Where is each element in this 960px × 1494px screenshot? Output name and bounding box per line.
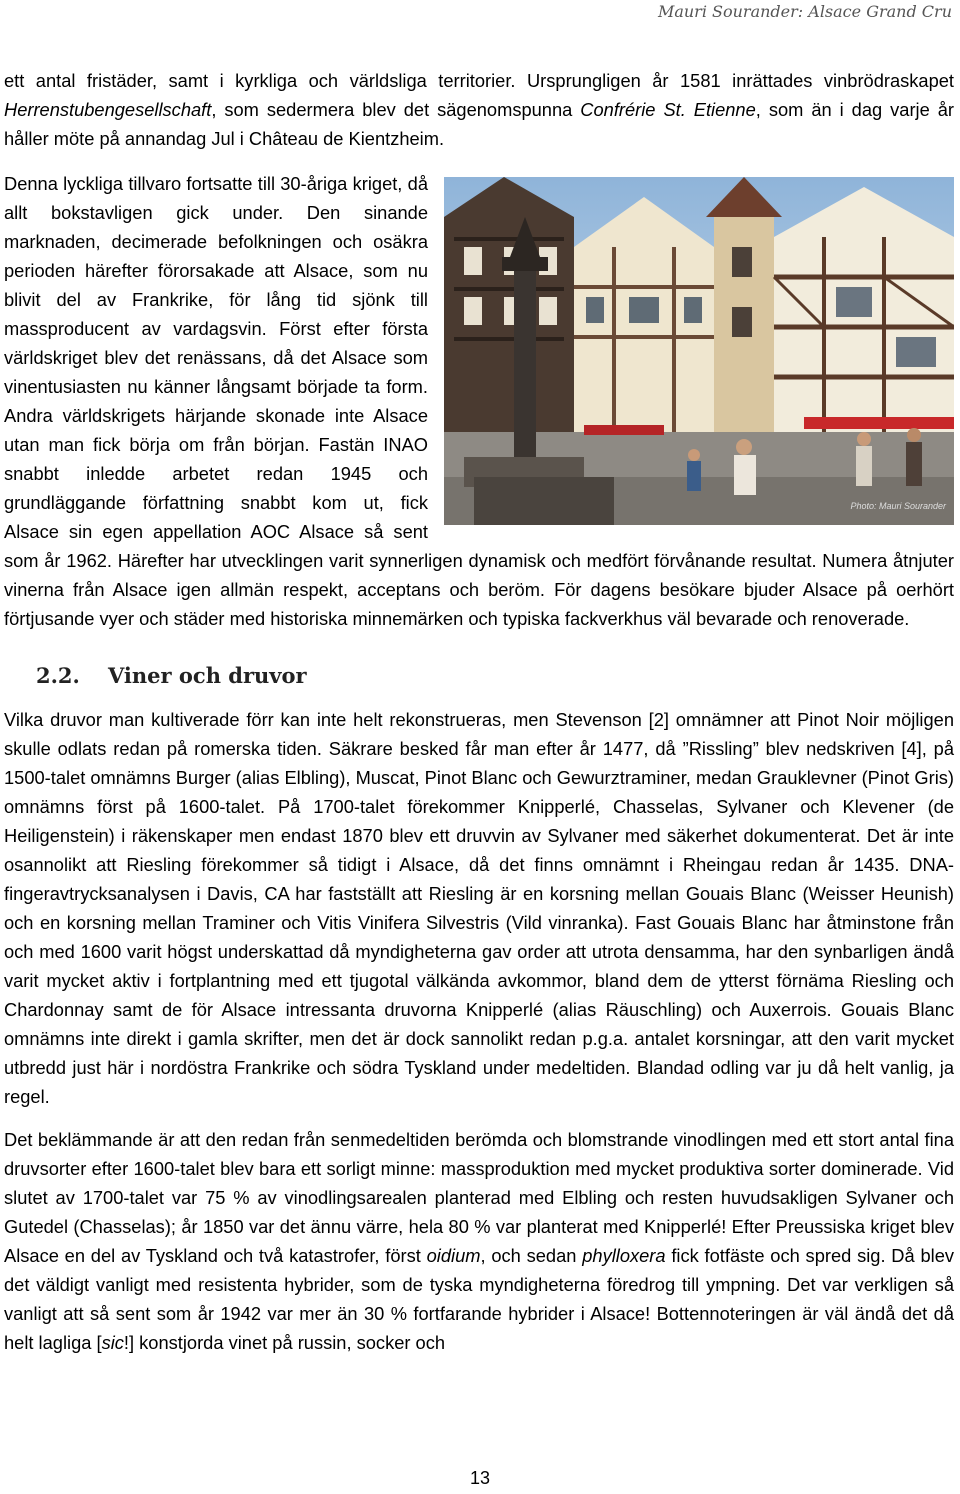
page-content (4, 66, 954, 1357)
section-number: 2.2. (36, 663, 80, 688)
section-heading (4, 661, 954, 691)
text-run: , som än i dag varje år håller möte på annandag Jul i Château de Kientzheim. (4, 99, 955, 149)
paragraph-decline-grapes (4, 1125, 954, 1357)
paragraph-decline (4, 169, 954, 633)
italic-term: Confrérie St. Etienne (580, 99, 756, 120)
section-title: Viner och druvor (108, 663, 307, 688)
text-run: !] konstjorda vinet på russin, socker och (123, 1332, 446, 1353)
page-number: 13 (469, 1468, 491, 1488)
italic-term: oidium (426, 1245, 481, 1266)
photo-credit: Photo: Mauri Sourander (850, 501, 946, 511)
text-run: Denna lyckliga tillvaro fortsatte till 30-åriga kriget, då allt bokstavligen gick under. Den sinande marknaden, decimerade befolkningen och osäkra perioden härefter förorsakade att Alsace, som nu blivit del av Frankrike, för lång tid sjönk till massproducent av vardagsvin. Först efter första världskriget blev det renässans, då det Alsace som vinentusiasten nu känner långsamt började ta form. Andra världskrigets härjande skonade inte Alsace utan man fick börja om från början. Fastän INAO snabbt inledde arbetet redan 1945 och grundläggande författning snabbt kom ut, fick Alsace sin egen appellation AOC Alsace så sent som år 1962. Härefter har utvecklingen varit synnerligen dynamisk och medfört förvånande resultat. Numera åtnjuter vinerna från Alsace igen allmän respekt, acceptans och beröm. För dagens besökare bjuder Alsace på oerhört förtjusande vyer och städer med historiska minnemärken och typiska fackverkhus väl bevarade och renoverade. (4, 173, 954, 629)
italic-term: phylloxera (582, 1245, 666, 1266)
paragraph-history (4, 66, 954, 153)
paragraph-grapes (4, 705, 954, 1111)
italic-term: Herrenstubengesellschaft (4, 99, 212, 120)
text-run: Vilka druvor man kultiverade förr kan inte helt rekonstrueras, men Stevenson [2] omnämner att Pinot Noir möjligen skulle odlats redan på romerska tiden. Säkrare besked får man efter år 1477, då ”Rissling” blev nedskriven [4], på 1500-talet omnämns Burger (alias Elbling), Muscat, Pinot Blanc och Gewurztraminer, medan Grauklevner (Pinot Gris) omnämns först på 1600-talet. På 1700-talet förekommer Knipperlé, Chasselas, Sylvaner och Klevener (de Heiligenstein) i räkenskaper men endast 1870 blev ett druvvin av Sylvaner med säkerhet dokumenterat. Det är inte osannolikt att Riesling förekommer så tidigt i Alsace, då det finns omnämnt i Rheingau redan år 1435. DNA-fingeravtrycksanalysen i Davis, CA har fastställt att Riesling är en korsning mellan Gouais Blanc (Weisser Heunish) och en korsning mellan Traminer och Vitis Vinifera Silvestris (Vild vinranka). Fast Gouais Blanc har åtminstone från och med 1600 varit högst underskattad då myndigheterna gav order att utrota densamma, har den synbarligen ändå varit mycket aktiv i fortplantning med ett tjugotal välkända avkommor, bland dem de ytterst förnäma Riesling och Chardonnay samt de för Alsace intressanta druvorna Knipperlé (alias Räuschling) och Auxerrois. Gouais Blanc omnämns inte direkt i gamla skrifter, men det är dock sannolikt redan p.g.a. antalet korsningar, att den varit mycket utbredd just här i nordöstra Frankrike och södra Tyskland under medeltiden. Blandad odling var ju då helt vanlig, ja regel. (4, 709, 955, 1107)
text-run: ett antal fristäder, samt i kyrkliga och världsliga territorier. Ursprungligen år 1581 inrättades vinbrödraskapet (4, 70, 954, 91)
text-run: Det beklämmande är att den redan från senmedeltiden berömda och blomstrande vinodlingen med ett stort antal fina druvsorter efter 1600-talet blev bara ett sorligt minne: massproduktion med mycket produktiva sorter dominerade. Vid slutet av 1700-talet var 75 % av vinodlingsarealen planterad med Elbling och resten huvudsakligen Sylvaner och Gutedel (Chasselas); år 1850 var det ännu värre, hela 80 % var planterat med Knipperlé! Efter Preussiska kriget blev Alsace en del av Tyskland och två katastrofer, först (4, 1129, 954, 1266)
italic-term: sic (101, 1332, 124, 1353)
text-run: , som sedermera blev det sägenomspunna (211, 99, 581, 120)
text-run: , och sedan (480, 1245, 583, 1266)
running-header: Mauri Sourander: Alsace Grand Cru (657, 2, 952, 21)
town-square-image (444, 177, 954, 525)
town-photo (444, 177, 954, 525)
text-run: fick fotfäste och spred sig. Då blev det väldigt vanligt med resistenta hybrider, som de tyska myndigheterna föredrog till ympning. Det var verkligen så vanligt att så sent som år 1942 var mer än 30 % fortfarande hybrider i Alsace! Bottennoteringen är väl ändå det då helt lagliga [ (4, 1245, 955, 1353)
